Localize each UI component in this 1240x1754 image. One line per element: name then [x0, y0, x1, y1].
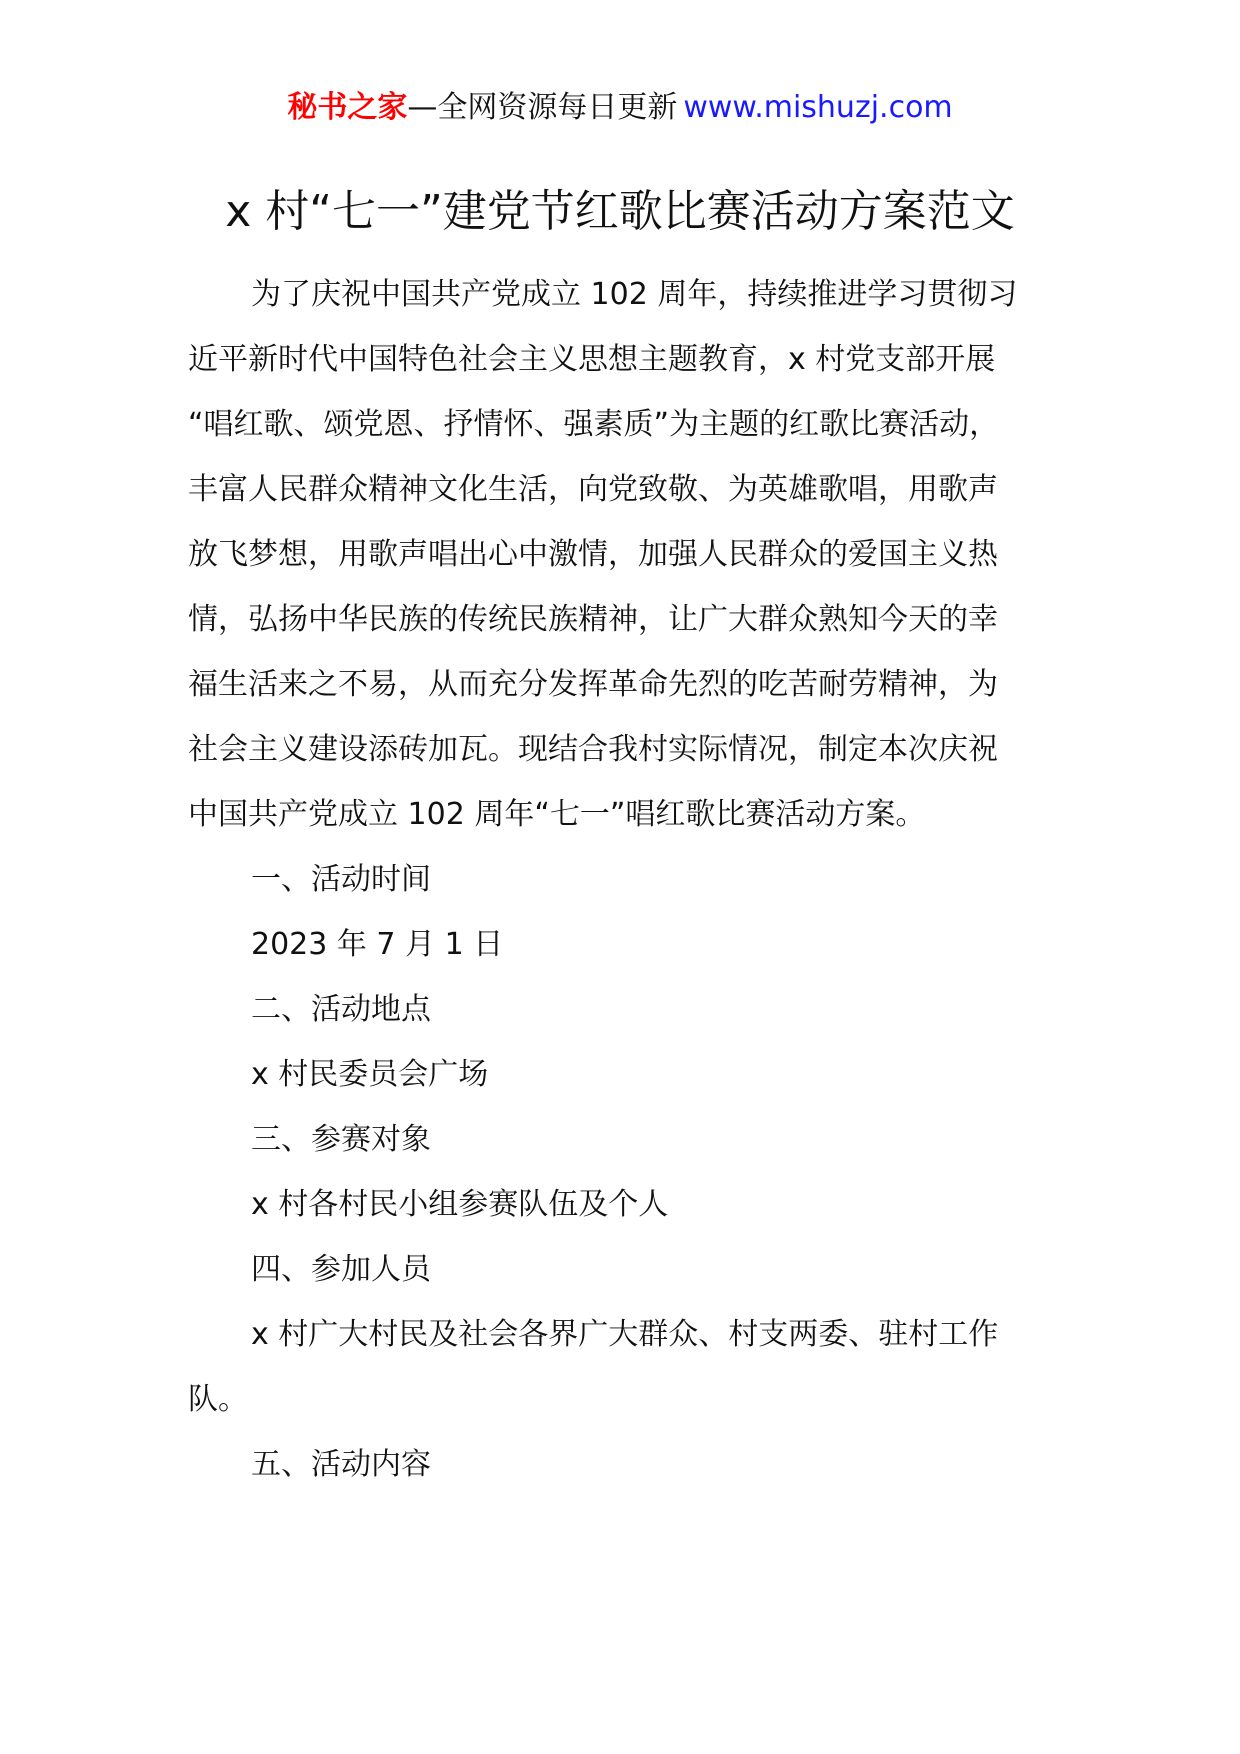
section-content: 队。 [188, 1382, 248, 1417]
body-line: “唱红歌、颂党恩、抒情怀、强素质”为主题的红歌比赛活动， [188, 407, 1000, 442]
section-content: x 村各村民小组参赛队伍及个人 [251, 1187, 669, 1222]
body-line: 近平新时代中国特色社会主义思想主题教育，x 村党支部开展 [188, 342, 996, 377]
section-content: 2023 年 7 月 1 日 [251, 927, 504, 962]
section-heading: 三、参赛对象 [251, 1122, 431, 1157]
document-body [188, 262, 1058, 1497]
section-content: x 村广大村民及社会各界广大群众、村支两委、驻村工作 [251, 1317, 999, 1352]
section-heading: 五、活动内容 [251, 1447, 431, 1482]
section-heading: 一、活动时间 [251, 862, 431, 897]
body-line: 放飞梦想，用歌声唱出心中激情，加强人民群众的爱国主义热 [188, 537, 998, 572]
section-content: x 村民委员会广场 [251, 1057, 489, 1092]
site-header [0, 86, 1240, 130]
body-line: 中国共产党成立 102 周年“七一”唱红歌比赛活动方案。 [188, 797, 926, 832]
body-line: 情，弘扬中华民族的传统民族精神，让广大群众熟知今天的幸 [188, 602, 998, 637]
section-heading: 四、参加人员 [251, 1252, 431, 1287]
header-tagline: —全网资源每日更新 [407, 90, 678, 125]
body-line: 福生活来之不易，从而充分发挥革命先烈的吃苦耐劳精神，为 [188, 667, 998, 702]
document-title: x 村“七一”建党节红歌比赛活动方案范文 [225, 186, 1015, 237]
body-line: 社会主义建设添砖加瓦。现结合我村实际情况，制定本次庆祝 [188, 732, 998, 767]
body-line: 为了庆祝中国共产党成立 102 周年，持续推进学习贯彻习 [251, 277, 1018, 312]
body-line: 丰富人民群众精神文化生活，向党致敬、为英雄歌唱，用歌声 [188, 472, 998, 507]
brand-name: 秘书之家 [287, 90, 408, 125]
section-heading: 二、活动地点 [251, 992, 431, 1027]
site-url-link[interactable]: www.mishuzj.com [683, 90, 953, 125]
